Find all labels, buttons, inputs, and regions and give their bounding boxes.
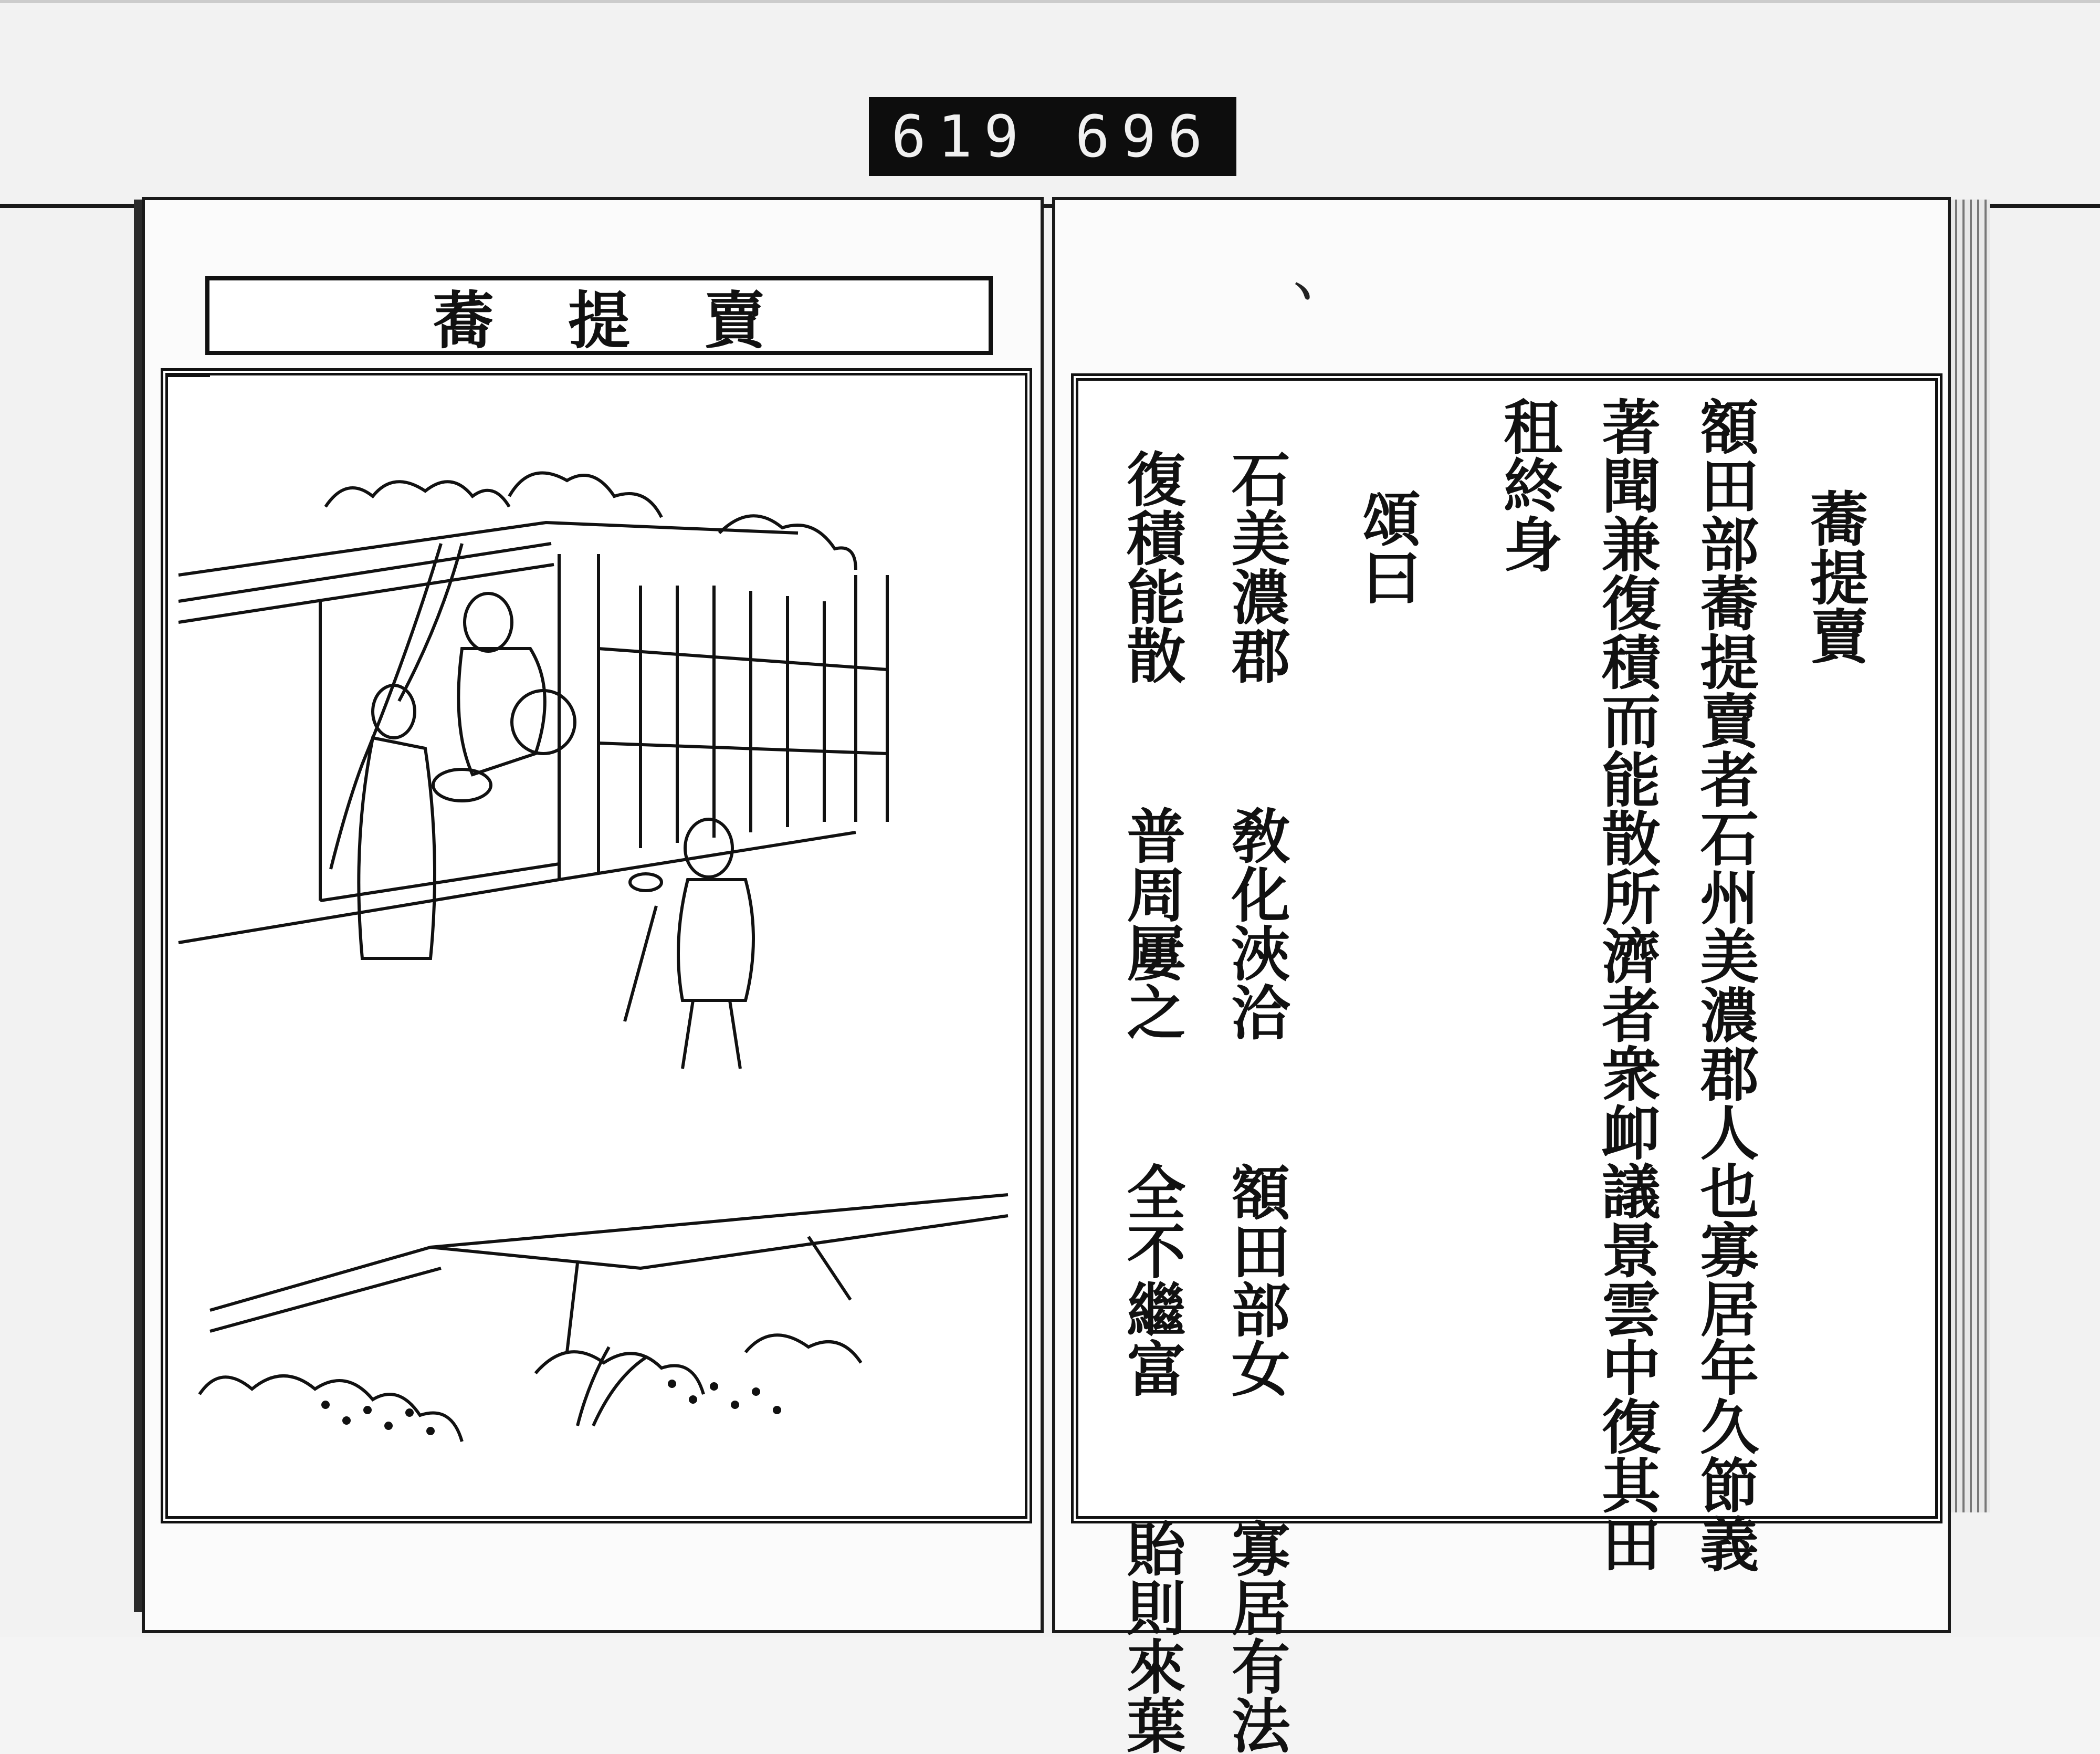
verse-phrase: 復積能散 (1117, 449, 1186, 684)
folio-mark: ヽ (1281, 267, 1323, 316)
verse-phrase: 石美濃郡 (1222, 449, 1291, 684)
verse-phrase: 貽則來葉 (1117, 1519, 1186, 1754)
verse-phrase: 寡居有法 (1222, 1519, 1291, 1754)
verse-phrase: 敎化浹洽 (1222, 806, 1291, 1041)
body-line-3: 租終身 (1494, 396, 1563, 573)
catalog-label (869, 97, 1236, 176)
verse-heading: 頌曰 (1352, 488, 1422, 606)
right-page (1052, 197, 1951, 1754)
section-heading: 蕎提賣 (1800, 488, 1869, 665)
verse-phrase: 全不繼富 (1117, 1162, 1186, 1397)
verse-column-1 (1209, 396, 1303, 1754)
left-page (142, 197, 1044, 1633)
vertical-text-block (1117, 396, 1882, 1754)
catalog-number-right: 696 (1075, 103, 1214, 170)
woodblock-illustration (168, 375, 1025, 1516)
top-edge (0, 0, 2100, 3)
text-frame (1071, 373, 1942, 1754)
body-line-2: 著聞兼復積而能散所濟者衆卹議景雲中復其田 (1592, 396, 1661, 1573)
catalog-number-left: 619 (891, 103, 1031, 170)
body-line-1: 額田部蕎提賣者石州美濃郡人也寡居年久節義 (1690, 396, 1759, 1573)
illustration-frame (161, 368, 1032, 1523)
illustration-title: 蕎提賣 (432, 284, 839, 357)
verse-column-2 (1105, 396, 1199, 1754)
verse-phrase: 額田部女 (1222, 1162, 1291, 1397)
verse-phrase: 普周屢之 (1117, 806, 1186, 1041)
illustration-title-box (205, 276, 993, 355)
